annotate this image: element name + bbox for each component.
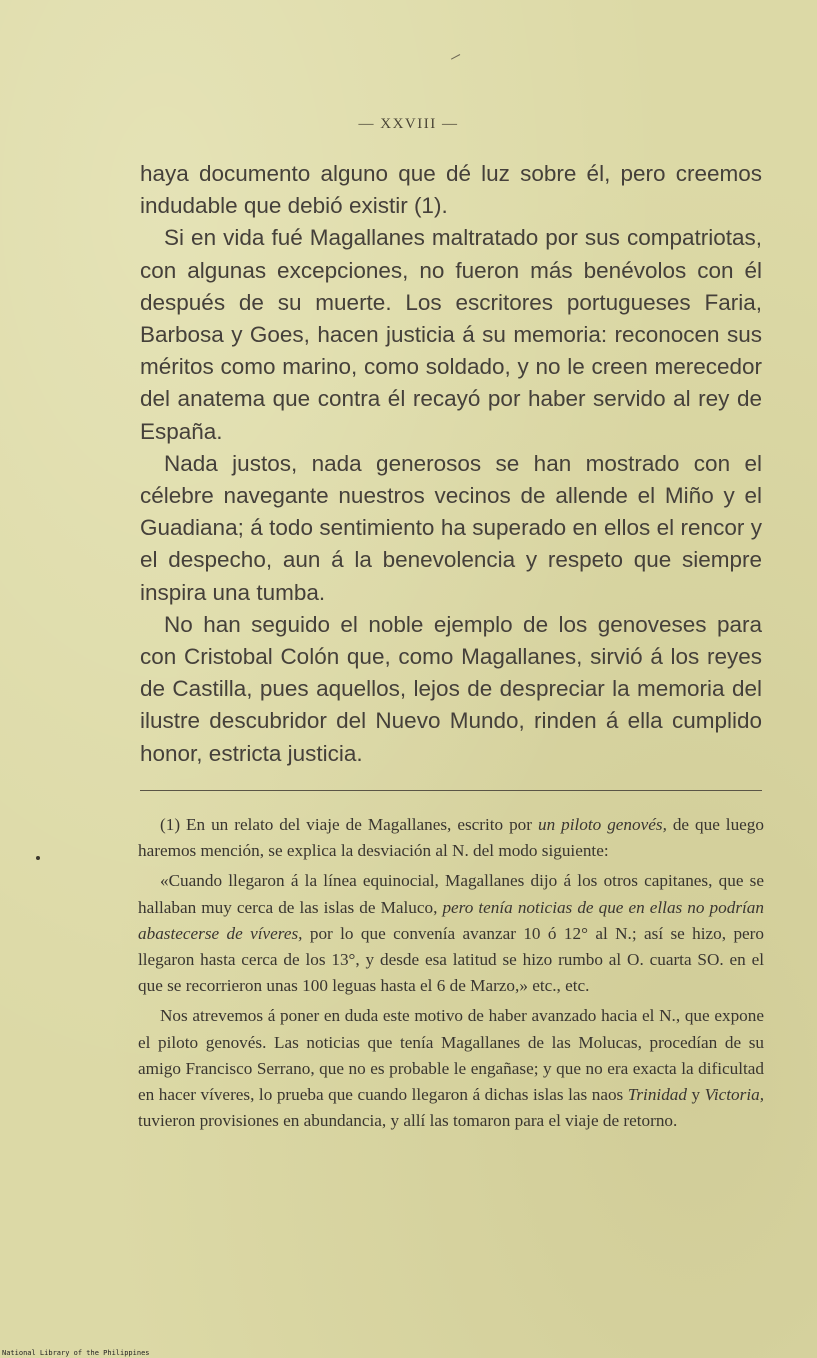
footnote-commentary-text-c: y <box>686 1085 705 1105</box>
footnote-1-text-c: de que luego haremos mención, se explica la desviación al N. del modo siguiente: <box>138 815 764 861</box>
paragraph-4: No han seguido el noble ejemplo de los genoveses para con Cristobal Colón que, como Magallanes, sirvió á los reyes de Castilla, pues aquellos, lejos de despreciar la memoria del ilustre descubridor del Nuevo Mundo, rinden á ella cumplido honor, estricta justicia. <box>140 611 762 766</box>
footnote-commentary-text-e: tuvieron provisiones en abundancia, y allí las tomaron para el viaje de retorno. <box>138 1111 678 1131</box>
footnote-1 <box>138 812 764 864</box>
footnote-quote-text-c: por lo que convenía avanzar 10 ó 12° al N.; así se hizo, pero llegaron hasta cerca de los 13°, y desde esa latitud se hizo rumbo al O. cuarta SO. en el que se recorrieron unas 100 leguas hasta el 6 de Marzo,» etc., etc. <box>138 923 764 996</box>
main-text <box>140 158 762 770</box>
page-number: — XXVIII — <box>358 116 459 132</box>
footnote-quote-text-a: «Cuando llegaron á la línea equinocial, Magallanes dijo á los otros capitanes, que se hallaban muy cerca de las islas de Maluco, <box>138 871 764 917</box>
library-watermark: National Library of the Philippines <box>2 1349 150 1357</box>
paragraph-1: haya documento alguno que dé luz sobre él, pero creemos indudable que debió existir (1). <box>140 161 762 219</box>
ship-name-trinidad: Trinidad <box>627 1085 687 1105</box>
footnote-divider <box>140 790 762 791</box>
footnote-commentary-text-a: Nos atrevemos á poner en duda este motivo de haber avanzado hacia el N., que expone el piloto genovés. Las noticias que tenía Magallanes de las Molucas, procedían de su amigo Francisco Serrano, que no es probable le engañase; y que no era exacta la dificultad en hacer víveres, lo prueba que cuando llegaron á dichas islas las naos <box>138 1006 764 1105</box>
ink-mark <box>451 54 463 65</box>
footnote-commentary <box>138 1003 764 1134</box>
footnote-1-italic: un piloto genovés, <box>537 815 667 834</box>
paragraph-3: Nada justos, nada generosos se han mostrado con el célebre navegante nuestros vecinos de allende el Miño y el Guadiana; á todo sentimiento ha superado en ellos el rencor y el despecho, aun á la benevolencia y respeto que siempre inspira una tumba. <box>140 450 762 605</box>
footnote-quote-italic: pero tenía noticias de que en ellas no podrían abastecerse de víveres, <box>138 897 764 943</box>
paragraph-2: Si en vida fué Magallanes maltratado por sus compatriotas, con algunas excepciones, no fueron más benévolos con él después de su muerte. Los escritores portugueses Faria, Barbosa y Goes, hacen justicia á su memoria: reconocen sus méritos como marino, como soldado, y no le creen merecedor del anatema que contra él recayó por haber servido al rey de España. <box>140 225 762 444</box>
ink-dot <box>36 856 40 860</box>
footnotes <box>138 812 764 1138</box>
footnote-quote <box>138 868 764 999</box>
footnote-1-text-a: (1) En un relato del viaje de Magallanes, escrito por <box>160 815 538 834</box>
ship-name-victoria: Victoria, <box>704 1085 764 1105</box>
